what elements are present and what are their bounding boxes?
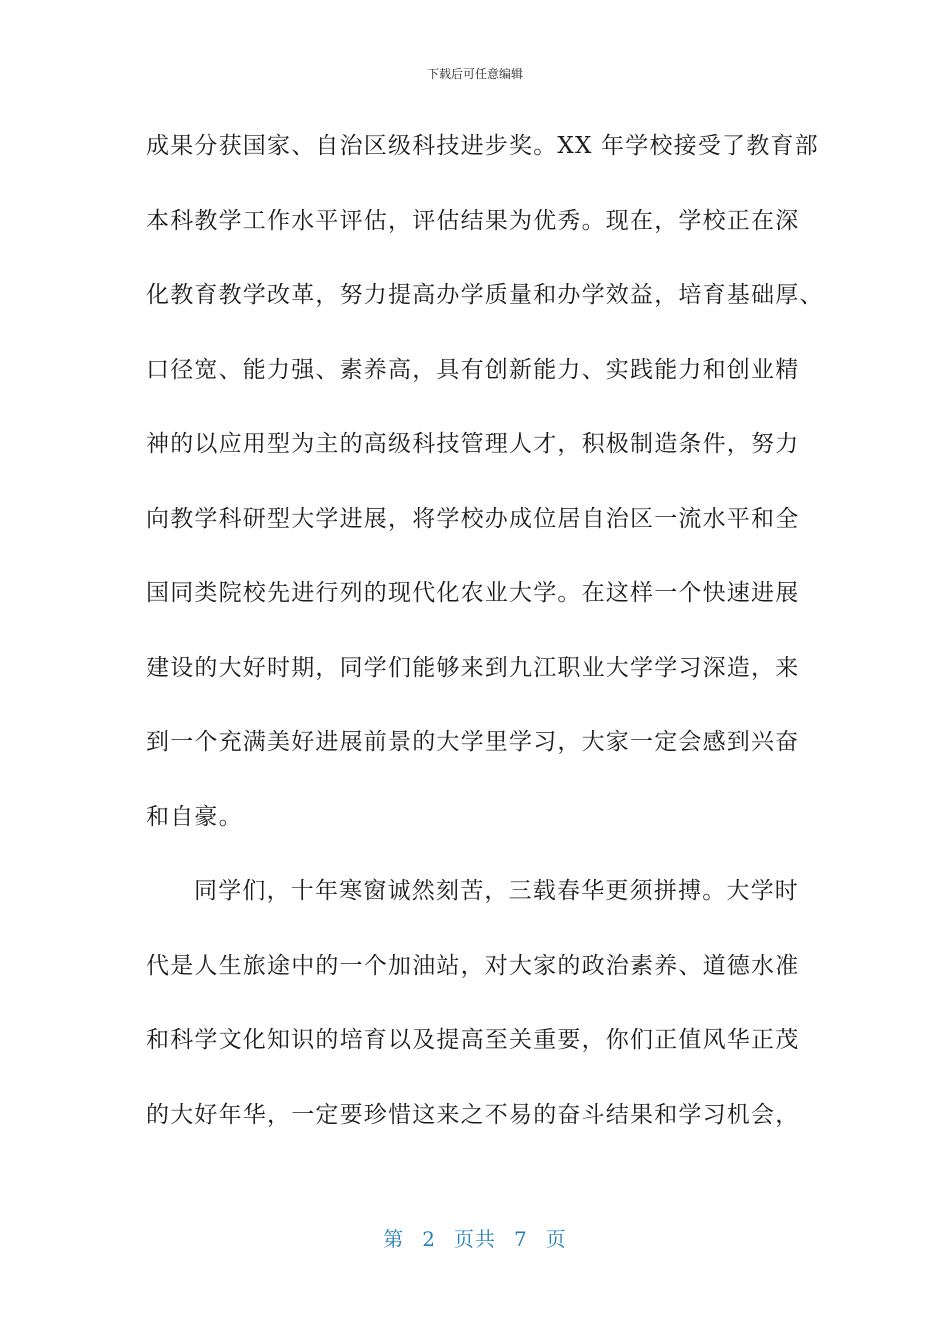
text-line: 成果分获国家、自治区级科技进步奖。XX 年学校接受了教育部 xyxy=(146,133,819,159)
page-footer xyxy=(0,1226,950,1252)
footer-suffix: 页 xyxy=(545,1227,567,1251)
document-body xyxy=(146,124,824,1167)
current-page-number: 2 xyxy=(422,1227,436,1251)
text-line: 的大好年华，一定要珍惜这来之不易的奋斗结果和学习机会， xyxy=(146,1101,800,1128)
footer-middle: 页共 xyxy=(454,1227,496,1251)
text-line: 建设的大好时期，同学们能够来到九江职业大学学习深造，来 xyxy=(146,654,800,681)
page-header: 下载后可任意编辑 xyxy=(426,67,523,81)
text-line: 本科教学工作水平评估，评估结果为优秀。现在，学校正在深 xyxy=(146,207,800,234)
text-line: 化教育教学改革，努力提高办学质量和办学效益，培育基础厚、 xyxy=(146,282,824,308)
text-line: 代是人生旅途中的一个加油站，对大家的政治素养、道德水准 xyxy=(146,952,800,979)
text-line: 口径宽、能力强、素养高，具有创新能力、实践能力和创业精 xyxy=(146,356,800,383)
footer-prefix: 第 xyxy=(383,1227,405,1251)
text-line: 和科学文化知识的培育以及提高至关重要，你们正值风华正茂 xyxy=(146,1027,800,1053)
text-line: 到一个充满美好进展前景的大学里学习，大家一定会感到兴奋 xyxy=(146,729,800,755)
text-line: 和自豪。 xyxy=(146,803,243,830)
text-line: 向教学科研型大学进展，将学校办成位居自治区一流水平和全 xyxy=(146,505,800,532)
text-line: 神的以应用型为主的高级科技管理人才，积极制造条件，努力 xyxy=(146,431,800,457)
total-pages-number: 7 xyxy=(514,1227,528,1251)
paragraph-start-line: 同学们，十年寒窗诚然刻苦，三载春华更须拼搏。大学时 xyxy=(194,878,799,904)
text-line: 国同类院校先进行列的现代化农业大学。在这样一个快速进展 xyxy=(146,580,800,606)
